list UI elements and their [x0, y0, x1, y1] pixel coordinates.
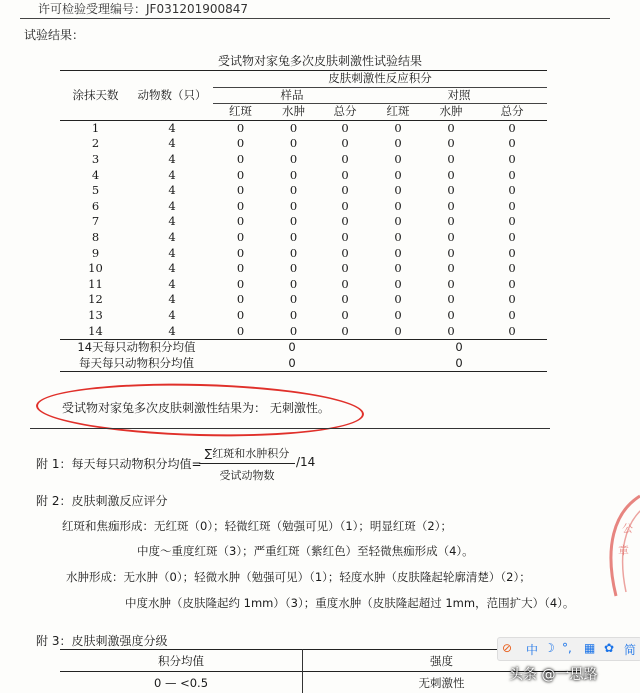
day-cell: 8: [60, 230, 131, 246]
day-cell: 14: [60, 324, 131, 340]
table-row: [60, 199, 547, 215]
score-cell: 4: [131, 230, 213, 246]
summary-control-value: 0: [371, 356, 547, 372]
score-cell: 0: [213, 120, 268, 136]
day-cell: 6: [60, 199, 131, 215]
score-cell: 0: [213, 214, 268, 230]
svg-text:章: 章: [618, 543, 629, 557]
score-cell: 0: [477, 199, 547, 215]
score-cell: 0: [477, 308, 547, 324]
score-cell: 4: [131, 152, 213, 168]
score-cell: 0: [371, 261, 425, 277]
col-header-count: 动物数（只）: [131, 71, 213, 121]
score-cell: 0: [319, 152, 371, 168]
score-cell: 0: [268, 261, 319, 277]
score-cell: 0: [268, 136, 319, 152]
summary-sample-value: 0: [213, 356, 371, 372]
score-cell: 0: [213, 308, 268, 324]
score-cell: 0: [371, 292, 425, 308]
day-cell: 2: [60, 136, 131, 152]
note1-prefix: 附 1：每天每只动物积分均值=: [36, 455, 202, 472]
col-header-day: 涂抹天数: [60, 71, 131, 121]
score-cell: 4: [131, 183, 213, 199]
score-cell: 4: [131, 168, 213, 184]
sub-col-header: 水肿: [425, 104, 477, 121]
score-cell: 4: [131, 136, 213, 152]
section-rule: [30, 428, 550, 429]
score-cell: 4: [131, 246, 213, 262]
score-cell: 0: [268, 183, 319, 199]
table-row: [60, 261, 547, 277]
official-seal-partial: [594, 492, 640, 602]
score-cell: 0: [371, 277, 425, 293]
note2-line: 水肿形成：无水肿（0）；轻微水肿（勉强可见）（1）；轻度水肿（皮肤隆起轮廓清楚）（2）；: [66, 569, 531, 585]
score-cell: 0: [371, 230, 425, 246]
day-cell: 9: [60, 246, 131, 262]
score-cell: 0: [268, 199, 319, 215]
punctuation-icon: °,: [562, 641, 572, 655]
skin-icon: ✿: [604, 641, 614, 655]
score-cell: 0: [425, 292, 477, 308]
table-row: [60, 183, 547, 199]
score-cell: 0: [371, 136, 425, 152]
score-cell: 0: [213, 152, 268, 168]
day-cell: 10: [60, 261, 131, 277]
score-cell: 0: [371, 199, 425, 215]
col-header-sample: 样品: [213, 87, 371, 104]
note2-line: 红斑和焦痂形成：无红斑（0）；轻微红斑（勉强可见）（1）；明显红斑（2）；: [62, 518, 452, 534]
score-cell: 0: [319, 277, 371, 293]
score-cell: 0: [319, 246, 371, 262]
score-cell: 4: [131, 199, 213, 215]
score-cell: 0: [371, 246, 425, 262]
summary-control-value: 0: [371, 340, 547, 356]
score-cell: 0: [371, 152, 425, 168]
score-cell: 0: [213, 199, 268, 215]
score-cell: 0: [371, 324, 425, 340]
summary-sample-value: 0: [213, 340, 371, 356]
score-cell: 0: [477, 168, 547, 184]
sub-col-header: 红斑: [371, 104, 425, 121]
score-cell: 0: [477, 152, 547, 168]
license-number: 许可检验受理编号：JF031201900847: [38, 0, 248, 17]
table-title: 受试物对家兔多次皮肤刺激性试验结果: [0, 52, 640, 69]
day-cell: 3: [60, 152, 131, 168]
score-cell: 0: [371, 214, 425, 230]
score-cell: 0: [477, 292, 547, 308]
score-cell: 0: [477, 214, 547, 230]
score-cell: 0: [319, 292, 371, 308]
grade-col-header: 强度: [303, 650, 581, 672]
day-cell: 11: [60, 277, 131, 293]
score-cell: 0: [319, 120, 371, 136]
score-cell: 0: [425, 136, 477, 152]
table-row: [60, 246, 547, 262]
score-cell: 0: [425, 277, 477, 293]
app-icon: ⊘: [502, 641, 512, 655]
score-cell: 0: [425, 183, 477, 199]
fraction-numerator: ∑红斑和水肿积分: [199, 445, 295, 464]
note2-title: 附 2：皮肤刺激反应评分: [36, 492, 167, 509]
score-cell: 0: [477, 246, 547, 262]
score-cell: 0: [477, 277, 547, 293]
svg-text:公: 公: [622, 522, 633, 535]
col-header-control: 对照: [371, 87, 547, 104]
score-cell: 0: [477, 120, 547, 136]
grade-col-header: 积分均值: [60, 650, 303, 672]
table-row: [60, 292, 547, 308]
score-cell: 4: [131, 324, 213, 340]
summary-label: 每天每只动物积分均值: [60, 356, 213, 372]
sub-col-header: 总分: [477, 104, 547, 121]
day-cell: 4: [60, 168, 131, 184]
score-cell: 0: [268, 277, 319, 293]
score-cell: 4: [131, 308, 213, 324]
grade-cell: 0 — <0.5: [60, 672, 303, 693]
sub-col-header: 总分: [319, 104, 371, 121]
score-cell: 0: [213, 324, 268, 340]
note3-title: 附 3：皮肤刺激强度分级: [36, 632, 167, 649]
score-cell: 4: [131, 120, 213, 136]
header-rule: [20, 18, 610, 19]
table-row: [60, 152, 547, 168]
score-cell: 0: [319, 324, 371, 340]
score-cell: 0: [425, 168, 477, 184]
score-cell: 4: [131, 261, 213, 277]
table-row: [60, 214, 547, 230]
simplified-toggle: 简: [624, 641, 636, 658]
score-cell: 0: [425, 246, 477, 262]
score-cell: 0: [319, 168, 371, 184]
score-cell: 0: [425, 214, 477, 230]
score-cell: 0: [477, 261, 547, 277]
col-header-group: 皮肤刺激性反应积分: [213, 71, 547, 88]
score-cell: 0: [213, 246, 268, 262]
result-statement: 受试物对家兔多次皮肤刺激性结果为： 无刺激性。: [62, 399, 330, 416]
score-cell: 0: [268, 246, 319, 262]
score-cell: 0: [213, 136, 268, 152]
table-row: [60, 230, 547, 246]
score-cell: 0: [213, 168, 268, 184]
score-cell: 4: [131, 277, 213, 293]
day-cell: 13: [60, 308, 131, 324]
note1-suffix: /14: [296, 455, 315, 469]
score-cell: 0: [213, 277, 268, 293]
day-cell: 1: [60, 120, 131, 136]
score-cell: 0: [319, 136, 371, 152]
score-cell: 0: [213, 292, 268, 308]
score-cell: 0: [319, 230, 371, 246]
score-cell: 0: [477, 183, 547, 199]
score-cell: 0: [477, 136, 547, 152]
sub-col-header: 水肿: [268, 104, 319, 121]
day-cell: 12: [60, 292, 131, 308]
score-cell: 0: [268, 120, 319, 136]
score-cell: 0: [268, 308, 319, 324]
irritation-results-table: [60, 70, 547, 372]
summary-label: 14天每只动物积分均值: [60, 340, 213, 356]
score-cell: 0: [268, 230, 319, 246]
score-cell: 0: [319, 261, 371, 277]
table-row: [60, 277, 547, 293]
score-cell: 0: [319, 308, 371, 324]
score-cell: 0: [213, 230, 268, 246]
score-cell: 0: [319, 183, 371, 199]
score-cell: 0: [371, 183, 425, 199]
table-row: [60, 168, 547, 184]
table-row: [60, 308, 547, 324]
score-cell: 0: [371, 120, 425, 136]
sub-col-header: 红斑: [213, 104, 268, 121]
score-cell: 0: [268, 324, 319, 340]
score-cell: 0: [371, 308, 425, 324]
note1-fraction: [199, 445, 295, 483]
table-row: [60, 324, 547, 340]
score-cell: 0: [425, 324, 477, 340]
note2-line: 中度水肿（皮肤隆起约 1mm）（3）；重度水肿（皮肤隆起超过 1mm，范围扩大）（4）。: [125, 595, 574, 611]
day-cell: 7: [60, 214, 131, 230]
grade-cell: 无刺激性: [303, 672, 581, 693]
score-cell: 0: [425, 230, 477, 246]
fraction-denominator: 受试动物数: [199, 464, 295, 483]
section-label: 试验结果：: [24, 26, 84, 43]
watermark-text: 头条 @一思路: [509, 664, 597, 684]
score-cell: 0: [268, 214, 319, 230]
summary-row: [60, 356, 547, 372]
score-cell: 4: [131, 214, 213, 230]
score-cell: 0: [425, 120, 477, 136]
score-cell: 0: [268, 292, 319, 308]
score-cell: 0: [477, 230, 547, 246]
score-cell: 0: [213, 261, 268, 277]
score-cell: 0: [425, 152, 477, 168]
score-cell: 0: [371, 168, 425, 184]
score-cell: 0: [425, 261, 477, 277]
summary-row: [60, 340, 547, 356]
note2-line: 中度～重度红斑（3）；严重红斑（紫红色）至轻微焦痂形成（4）。: [137, 543, 474, 559]
ime-toolbar: [497, 637, 640, 661]
score-cell: 4: [131, 292, 213, 308]
score-cell: 0: [268, 168, 319, 184]
score-cell: 0: [213, 183, 268, 199]
score-cell: 0: [319, 199, 371, 215]
score-cell: 0: [425, 199, 477, 215]
moon-icon: ☽: [544, 641, 555, 655]
score-cell: 0: [319, 214, 371, 230]
watermark: [497, 637, 640, 691]
score-cell: 0: [477, 324, 547, 340]
ime-mode: 中: [526, 641, 538, 658]
keyboard-icon: ▦: [584, 641, 595, 655]
score-cell: 0: [268, 152, 319, 168]
table-row: [60, 120, 547, 136]
table-row: [60, 136, 547, 152]
day-cell: 5: [60, 183, 131, 199]
score-cell: 0: [425, 308, 477, 324]
